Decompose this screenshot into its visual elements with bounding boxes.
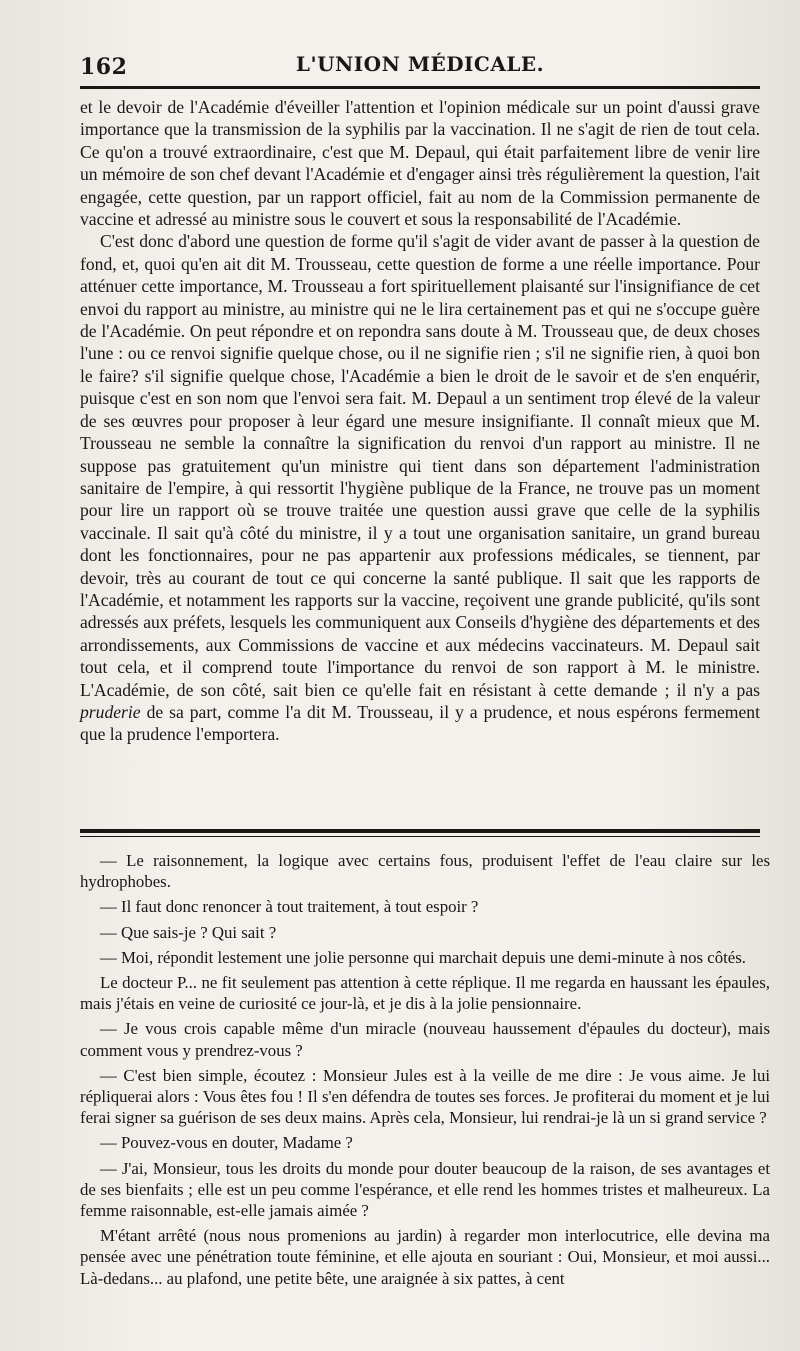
feuilleton-paragraph: — J'ai, Monsieur, tous les droits du monde pour douter beaucoup de la raison, de ses avantages et de ses bienfaits ; elle est un peu comme l'espérance, et elle rend les hommes tristes et malheureux. La femme raisonnable, est-elle jamais aimée ? bbox=[80, 1158, 770, 1221]
page-header bbox=[80, 50, 760, 84]
italic-word: pruderie bbox=[80, 701, 141, 722]
article-paragraph-1: et le devoir de l'Académie d'éveiller l'attention et l'opinion médicale sur un point d'aussi grave importance que la transmission de la syphilis par la vaccination. Il ne s'agit de rien de tout cela. Ce qu'on a trouvé extraordinaire, c'est que M. Depaul, qui était parfaitement libre de venir lire un mémoire de son chef devant l'Académie et d'engager ainsi très régulièrement la question, l'ait engagée, cette question, par un rapport officiel, fait au nom de la Commission permanente de vaccine et adressé au ministre sous le couvert et sous la responsabilité de l'Académie. bbox=[80, 97, 760, 230]
article-paragraph-2 bbox=[80, 230, 760, 745]
feuilleton-paragraph: — Je vous crois capable même d'un miracle (nouveau haussement d'épaules du docteur), mais comment vous y prendrez-vous ? bbox=[80, 1019, 770, 1060]
feuilleton-paragraph: — Il faut donc renoncer à tout traitement, à tout espoir ? bbox=[100, 897, 479, 917]
header-rule bbox=[80, 86, 760, 89]
article-paragraph-2-end: de sa part, comme l'a dit M. Trousseau, il y a prudence, et nous espérons fermement que la prudence l'emportera. bbox=[80, 701, 760, 745]
feuilleton-paragraph: — Pouvez-vous en douter, Madame ? bbox=[100, 1133, 353, 1153]
feuilleton-paragraph: — Que sais-je ? Qui sait ? bbox=[100, 922, 277, 942]
feuilleton-section bbox=[80, 850, 770, 1293]
feuilleton-separator-thick bbox=[80, 829, 760, 833]
article-paragraph-2-text: C'est donc d'abord une question de forme qu'il s'agit de vider avant de passer à la question de fond, et, quoi qu'en ait dit M. Trousseau, cette question de forme a une réelle importance. Pour atténuer cette importance, M. Trousseau a fort spirituellement plaisanté sur l'insignifiance de cet envoi du rapport au ministre, au ministre qui ne le lira certainement pas et qui ne s'occupe guère de l'Académie. On peut répondre et on repondra sans doute à M. Trousseau que, de deux choses l'une : ou ce renvoi signifie quelque chose, ou il ne signifie rien ; s'il ne signifie rien, à quoi bon le faire? s'il signifie quelque chose, l'Académie a bien le droit de le savoir et de s'en enquérir, puisque c'est en son nom que l'envoi sera fait. M. Depaul a un sentiment trop élevé de la valeur de ses œuvres pour proposer à leur égard une mesure insignifiante. Il connaît mieux que M. Trousseau ne semble la connaître la signification du renvoi d'un rapport au ministre. Il ne suppose pas gratuitement qu'un ministre qui tient dans son département l'administration sanitaire de l'empire, à qui ressortit l'hygiène publique de la France, ne trouve pas un moment pour lire un rapport où se trouve traitée une question aussi grave que celle de la syphilis vaccinale. Il sait qu'à côté du ministre, il y a tout une organisation sanitaire, un grand bureau dont les fonctionnaires, pour ne pas appartenir aux professions médicales, se tiennent, par devoir, très au courant de tout ce qui concerne la santé publique. Il sait que les rapports de l'Académie, et notamment les rapports sur la vaccine, reçoivent une grande publicité, qu'ils sont adressés aux préfets, lesquels les communiquent aux Conseils d'hygiène des départements et des arrondissements, aux Commissions de vaccine et aux médecins vaccinateurs. M. Depaul sait tout cela, et il comprend toute l'importance du renvoi de son rapport à M. le ministre. L'Académie, de son côté, sait bien ce qu'elle fait en résistant à cette demande ; il n'y a pas bbox=[80, 231, 760, 700]
feuilleton-paragraph: — C'est bien simple, écoutez : Monsieur Jules est à la veille de me dire : Je vous aime. Je lui répliquerai alors : Vous êtes fou ! Il s'en défendra de toutes ses forces. Je profiterai du moment et je lui ferai signer sa guérison de ses deux mains. Après cela, Monsieur, lui rendrai-je là un si grand service ? bbox=[80, 1065, 770, 1128]
main-article bbox=[80, 96, 760, 746]
feuilleton-paragraph: — Le raisonnement, la logique avec certains fous, produisent l'effet de l'eau claire sur les hydrophobes. bbox=[80, 851, 770, 892]
feuilleton-paragraph: Le docteur P... ne fit seulement pas attention à cette réplique. Il me regarda en haussant les épaules, mais j'étais en veine de curiosité ce jour-là, et je dis à la jolie pensionnaire. bbox=[80, 973, 770, 1014]
feuilleton-separator-thin bbox=[80, 836, 760, 837]
page-number: 162 bbox=[80, 54, 128, 80]
feuilleton-paragraph: — Moi, répondit lestement une jolie personne qui marchait depuis une demi-minute à nos côtés. bbox=[100, 947, 746, 967]
running-title: L'UNION MÉDICALE. bbox=[295, 52, 545, 76]
feuilleton-paragraph: M'étant arrêté (nous nous promenions au jardin) à regarder mon interlocutrice, elle devina ma pensée avec une pénétration toute féminine, et elle ajouta en souriant : Oui, Monsieur, et moi aussi... Là-dedans... au plafond, une petite bête, une araignée à six pattes, à cent bbox=[80, 1226, 770, 1288]
